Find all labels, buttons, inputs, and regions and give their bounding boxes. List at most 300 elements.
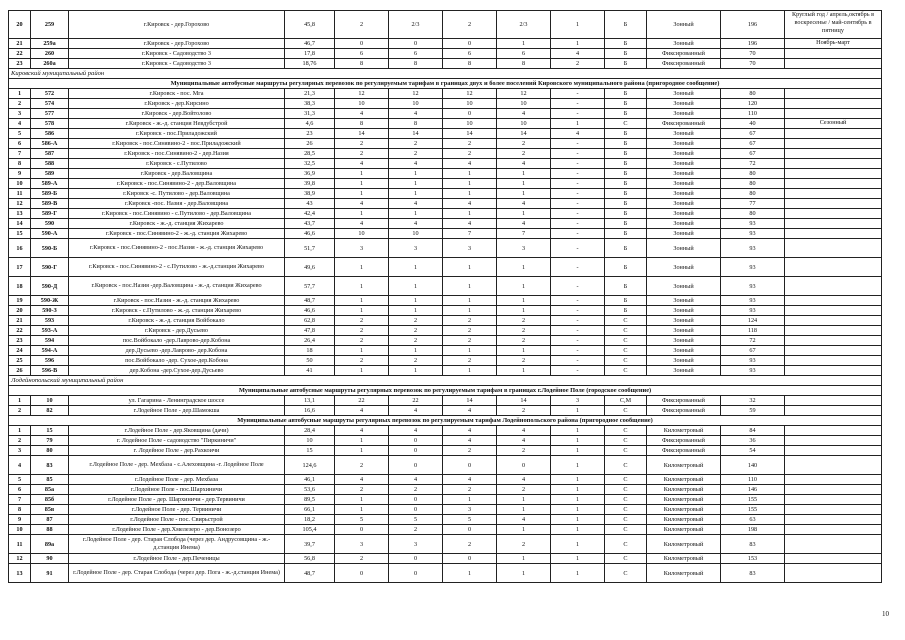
route-path: г.Кировск - пос.Назия - ж.-д. станция Жихарево: [69, 296, 285, 306]
trips-col-4: 8: [497, 59, 551, 69]
trips-col-1: 1: [335, 169, 389, 179]
fare: 118: [721, 326, 785, 336]
trips-col-3: 3: [443, 239, 497, 258]
fare: 146: [721, 485, 785, 495]
bus-class: Б: [605, 296, 647, 306]
trips-col-4: 4: [497, 199, 551, 209]
trips-col-2: 3: [389, 239, 443, 258]
trips-col-3: 1: [443, 169, 497, 179]
trips-col-2: 12: [389, 89, 443, 99]
table-row: [9, 49, 882, 59]
fare: 40: [721, 119, 785, 129]
trips-col-1: 22: [335, 396, 389, 406]
tariff-type: Фиксированный: [647, 59, 721, 69]
bus-class: Б: [605, 129, 647, 139]
table-row: [9, 515, 882, 525]
trips-col-1: 1: [335, 505, 389, 515]
document-sheet: [8, 10, 881, 583]
trips-col-4: 1: [497, 525, 551, 535]
trips-col-3: 4: [443, 406, 497, 416]
trips-col-4: 10: [497, 119, 551, 129]
tariff-type: Зонный: [647, 296, 721, 306]
trips-col-4: 2/3: [497, 11, 551, 39]
table-row: [9, 179, 882, 189]
trips-col-1: 2: [335, 139, 389, 149]
schedule-note: [785, 446, 882, 456]
trips-col-2: 2: [389, 356, 443, 366]
trips-col-4: 1: [497, 554, 551, 564]
subheader-lodeinopole-suburban-text: Муниципальные автобусные маршруты регулярных перевозок по регулируемым тарифам Лодейнопольского района (пригородное сообщение): [9, 416, 882, 426]
trips-col-2: 1: [389, 346, 443, 356]
row-number: 2: [9, 436, 31, 446]
route-path: г.Кировск - пос.Приладожский: [69, 129, 285, 139]
route-number: 578: [31, 119, 69, 129]
route-length: 47,8: [285, 326, 335, 336]
bus-class: Б: [605, 59, 647, 69]
trips-col-5: -: [551, 169, 605, 179]
trips-col-3: 1: [443, 366, 497, 376]
trips-col-4: 1: [497, 179, 551, 189]
trips-col-2: 1: [389, 169, 443, 179]
route-number: 596: [31, 356, 69, 366]
bus-class: С: [605, 446, 647, 456]
row-number: 7: [9, 149, 31, 159]
route-length: 17,8: [285, 49, 335, 59]
route-path: г.Кировск - пос.Синявино-2 - дер.Назия: [69, 149, 285, 159]
trips-col-1: 4: [335, 406, 389, 416]
trips-col-1: 5: [335, 515, 389, 525]
trips-col-2: 0: [389, 495, 443, 505]
tariff-type: Зонный: [647, 346, 721, 356]
trips-col-1: 4: [335, 109, 389, 119]
route-path: г.Лодейное Поле - дер. Тервиничи: [69, 505, 285, 515]
trips-col-1: 8: [335, 59, 389, 69]
trips-col-2: 4: [389, 159, 443, 169]
schedule-note: [785, 366, 882, 376]
route-number: 587: [31, 149, 69, 159]
schedule-note: [785, 189, 882, 199]
trips-col-3: 14: [443, 129, 497, 139]
table-row: [9, 139, 882, 149]
schedule-note: [785, 89, 882, 99]
bus-class: С: [605, 515, 647, 525]
row-number: 13: [9, 564, 31, 583]
trips-col-5: -: [551, 239, 605, 258]
trips-col-5: -: [551, 277, 605, 296]
trips-col-3: 1: [443, 277, 497, 296]
row-number: 2: [9, 99, 31, 109]
row-number: 9: [9, 169, 31, 179]
bus-class: С: [605, 326, 647, 336]
table-row: [9, 396, 882, 406]
route-path: г.Кировск - пос.Синявино-2 - дер.Валовщина: [69, 179, 285, 189]
route-path: г.Лодейное Поле - дер. Старая Слобода (через дер. Пога - ж.-д.станция Инема): [69, 564, 285, 583]
trips-col-3: 14: [443, 396, 497, 406]
trips-col-2: 1: [389, 209, 443, 219]
trips-col-3: 3: [443, 505, 497, 515]
route-length: 46,6: [285, 306, 335, 316]
tariff-type: Зонный: [647, 356, 721, 366]
trips-col-1: 1: [335, 306, 389, 316]
trips-col-3: 1: [443, 296, 497, 306]
trips-col-4: 2: [497, 149, 551, 159]
route-length: 15: [285, 446, 335, 456]
table-row: [9, 277, 882, 296]
route-length: 16,6: [285, 406, 335, 416]
trips-col-4: 1: [497, 564, 551, 583]
trips-col-5: -: [551, 109, 605, 119]
fare: 120: [721, 99, 785, 109]
route-length: 45,8: [285, 11, 335, 39]
tariff-type: Зонный: [647, 229, 721, 239]
bus-class: Б: [605, 209, 647, 219]
trips-col-3: 2: [443, 316, 497, 326]
route-number: 590-Б: [31, 239, 69, 258]
bus-class: С: [605, 119, 647, 129]
route-length: 13,1: [285, 396, 335, 406]
row-number: 1: [9, 426, 31, 436]
trips-col-2: 1: [389, 306, 443, 316]
table-row: [9, 296, 882, 306]
trips-col-4: 14: [497, 396, 551, 406]
route-path: г.Кировск - с.Путилово: [69, 159, 285, 169]
schedule-note: [785, 554, 882, 564]
row-number: 1: [9, 89, 31, 99]
trips-col-2: 14: [389, 129, 443, 139]
trips-col-1: 4: [335, 159, 389, 169]
route-length: 57,7: [285, 277, 335, 296]
fare: 93: [721, 356, 785, 366]
trips-col-1: 2: [335, 336, 389, 346]
row-number: 26: [9, 366, 31, 376]
bus-class: Б: [605, 189, 647, 199]
trips-col-4: 4: [497, 426, 551, 436]
trips-col-1: 2: [335, 356, 389, 366]
trips-col-4: 14: [497, 129, 551, 139]
trips-col-1: 1: [335, 209, 389, 219]
bus-class: С: [605, 366, 647, 376]
schedule-note: [785, 426, 882, 436]
bus-class: Б: [605, 179, 647, 189]
trips-col-5: -: [551, 258, 605, 277]
trips-col-5: -: [551, 179, 605, 189]
table-row: [9, 426, 882, 436]
route-length: 28,5: [285, 149, 335, 159]
fare: 70: [721, 59, 785, 69]
bus-class: С: [605, 505, 647, 515]
table-row: [9, 356, 882, 366]
trips-col-4: 2: [497, 316, 551, 326]
trips-col-5: 4: [551, 49, 605, 59]
fare: 54: [721, 446, 785, 456]
route-path: г.Кировск - дер.Кирсино: [69, 99, 285, 109]
schedule-note: [785, 59, 882, 69]
bus-class: С: [605, 316, 647, 326]
trips-col-3: 1: [443, 495, 497, 505]
table-row: [9, 129, 882, 139]
bus-class: Б: [605, 169, 647, 179]
route-number: 593: [31, 316, 69, 326]
row-number: 10: [9, 525, 31, 535]
route-number: 589-В: [31, 199, 69, 209]
fare: 67: [721, 346, 785, 356]
trips-col-1: 2: [335, 11, 389, 39]
trips-col-3: 0: [443, 456, 497, 475]
tariff-type: Фиксированный: [647, 446, 721, 456]
table-row: [9, 306, 882, 316]
schedule-note: [785, 149, 882, 159]
route-length: 50: [285, 356, 335, 366]
route-path: г.Кировск - дер.Горохово: [69, 39, 285, 49]
table-row: [9, 525, 882, 535]
route-path: г.Лодейное Поле - дер. Старая Слобода (через дер. Андрусовщина - ж.-д.станция Инема): [69, 535, 285, 554]
trips-col-1: 10: [335, 99, 389, 109]
tariff-type: Километровый: [647, 505, 721, 515]
route-path: г.Кировск -с. Путилово - дер.Валовщина: [69, 189, 285, 199]
tariff-type: Фиксированный: [647, 436, 721, 446]
route-path: г.Кировск - пос.Синявино-2 - с.Путилово - ж.-д.станция Жихарево: [69, 258, 285, 277]
route-number: 91: [31, 564, 69, 583]
route-number: 10: [31, 396, 69, 406]
route-length: 23: [285, 129, 335, 139]
trips-col-1: 3: [335, 239, 389, 258]
trips-col-2: 6: [389, 49, 443, 59]
row-number: 5: [9, 475, 31, 485]
route-path: г. Лодейное Поле - дер.Рахкоичи: [69, 446, 285, 456]
route-number: 85б: [31, 495, 69, 505]
trips-col-3: 0: [443, 39, 497, 49]
route-number: 90: [31, 554, 69, 564]
trips-col-4: 1: [497, 366, 551, 376]
route-number: 589-Г: [31, 209, 69, 219]
trips-col-4: 1: [497, 296, 551, 306]
routes-table: [8, 10, 882, 583]
trips-col-1: 2: [335, 554, 389, 564]
tariff-type: Зонный: [647, 139, 721, 149]
fare: 93: [721, 219, 785, 229]
schedule-note: [785, 159, 882, 169]
trips-col-2: 1: [389, 296, 443, 306]
schedule-note: [785, 109, 882, 119]
row-number: 16: [9, 239, 31, 258]
route-length: 39,7: [285, 535, 335, 554]
route-length: 89,5: [285, 495, 335, 505]
route-length: 10: [285, 436, 335, 446]
table-row: [9, 119, 882, 129]
trips-col-1: 1: [335, 296, 389, 306]
schedule-note: [785, 139, 882, 149]
route-length: 124,6: [285, 456, 335, 475]
schedule-note: [785, 296, 882, 306]
schedule-note: [785, 326, 882, 336]
bus-class: Б: [605, 109, 647, 119]
schedule-note: [785, 525, 882, 535]
trips-col-4: 0: [497, 456, 551, 475]
fare: 67: [721, 139, 785, 149]
route-number: 85: [31, 475, 69, 485]
fare: 196: [721, 11, 785, 39]
trips-col-2: 4: [389, 475, 443, 485]
row-number: 3: [9, 446, 31, 456]
route-path: г.Лодейное Поле - дер.Печеницы: [69, 554, 285, 564]
route-path: г.Лодейное Поле - дер.Яковщина (дачи): [69, 426, 285, 436]
trips-col-3: 2: [443, 356, 497, 366]
trips-col-2: 4: [389, 426, 443, 436]
trips-col-5: -: [551, 219, 605, 229]
row-number: 2: [9, 406, 31, 416]
route-length: 26,4: [285, 336, 335, 346]
trips-col-5: -: [551, 199, 605, 209]
route-number: 260а: [31, 59, 69, 69]
tariff-type: Зонный: [647, 239, 721, 258]
row-number: 11: [9, 535, 31, 554]
tariff-type: Зонный: [647, 199, 721, 209]
trips-col-1: 1: [335, 366, 389, 376]
trips-col-1: 0: [335, 525, 389, 535]
row-number: 6: [9, 485, 31, 495]
section-title-lodeinopole-text: Лодейнопольский муниципальный район: [9, 376, 882, 386]
trips-col-3: 4: [443, 159, 497, 169]
route-path: г.Лодейное Поле - дер.Шамокша: [69, 406, 285, 416]
route-number: 594: [31, 336, 69, 346]
tariff-type: Фиксированный: [647, 396, 721, 406]
trips-col-4: 7: [497, 229, 551, 239]
table-row: [9, 258, 882, 277]
trips-col-3: 2: [443, 336, 497, 346]
trips-col-4: 4: [497, 515, 551, 525]
trips-col-5: 1: [551, 495, 605, 505]
tariff-type: Зонный: [647, 89, 721, 99]
trips-col-5: -: [551, 346, 605, 356]
route-length: 32,5: [285, 159, 335, 169]
route-length: 4,6: [285, 119, 335, 129]
trips-col-4: 4: [497, 436, 551, 446]
trips-col-4: 1: [497, 169, 551, 179]
trips-col-3: 7: [443, 229, 497, 239]
trips-col-3: 6: [443, 49, 497, 59]
row-number: 17: [9, 258, 31, 277]
route-number: 586: [31, 129, 69, 139]
route-number: 85в: [31, 505, 69, 515]
route-number: 593-А: [31, 326, 69, 336]
table-row: [9, 59, 882, 69]
trips-col-5: -: [551, 326, 605, 336]
bus-class: С: [605, 456, 647, 475]
trips-col-2: 0: [389, 564, 443, 583]
trips-col-2: 10: [389, 229, 443, 239]
table-row: [9, 39, 882, 49]
trips-col-5: 1: [551, 436, 605, 446]
row-number: 23: [9, 59, 31, 69]
schedule-note: Ноябрь-март: [785, 39, 882, 49]
trips-col-5: 1: [551, 554, 605, 564]
route-path: г.Кировск - пос.Назия -дер.Валовщина - ж.-д. станция Жихарево: [69, 277, 285, 296]
trips-col-5: 1: [551, 456, 605, 475]
trips-col-2: 0: [389, 456, 443, 475]
trips-col-2: 2/3: [389, 11, 443, 39]
fare: 93: [721, 239, 785, 258]
trips-col-4: 4: [497, 159, 551, 169]
table-row: [9, 336, 882, 346]
bus-class: Б: [605, 229, 647, 239]
trips-col-2: 2: [389, 316, 443, 326]
trips-col-2: 8: [389, 119, 443, 129]
trips-col-5: -: [551, 89, 605, 99]
trips-col-2: 5: [389, 515, 443, 525]
bus-class: С,М: [605, 396, 647, 406]
route-path: г.Кировск - ж.-д. станция Жихарево: [69, 219, 285, 229]
trips-col-3: 4: [443, 426, 497, 436]
trips-col-4: 1: [497, 258, 551, 277]
tariff-type: Километровый: [647, 554, 721, 564]
fare: 196: [721, 39, 785, 49]
route-number: 85а: [31, 485, 69, 495]
trips-col-2: 1: [389, 366, 443, 376]
trips-col-5: 1: [551, 535, 605, 554]
trips-col-1: 10: [335, 229, 389, 239]
trips-col-2: 1: [389, 277, 443, 296]
fare: 93: [721, 277, 785, 296]
fare: 67: [721, 149, 785, 159]
trips-col-4: 6: [497, 49, 551, 59]
row-number: 18: [9, 277, 31, 296]
trips-col-1: 1: [335, 436, 389, 446]
schedule-note: [785, 49, 882, 59]
trips-col-5: 1: [551, 426, 605, 436]
trips-col-4: 1: [497, 277, 551, 296]
route-path: пос.Войбокало -дер.Лаврово-дер.Кобона: [69, 336, 285, 346]
table-row: [9, 456, 882, 475]
tariff-type: Зонный: [647, 209, 721, 219]
trips-col-5: -: [551, 306, 605, 316]
schedule-note: [785, 485, 882, 495]
trips-col-4: 4: [497, 109, 551, 119]
route-number: 589-Б: [31, 189, 69, 199]
route-length: 18,2: [285, 515, 335, 525]
route-path: дер.Дусьево -дер.Лаврово- дер.Кобона: [69, 346, 285, 356]
fare: 80: [721, 169, 785, 179]
trips-col-3: 2: [443, 535, 497, 554]
fare: 80: [721, 89, 785, 99]
fare: 59: [721, 406, 785, 416]
route-path: г.Кировск - дер.Дусьево: [69, 326, 285, 336]
fare: 77: [721, 199, 785, 209]
route-length: 48,7: [285, 296, 335, 306]
trips-col-3: 1: [443, 306, 497, 316]
tariff-type: Зонный: [647, 11, 721, 39]
bus-class: Б: [605, 306, 647, 316]
route-number: 589: [31, 169, 69, 179]
bus-class: Б: [605, 49, 647, 59]
schedule-note: [785, 179, 882, 189]
trips-col-5: -: [551, 229, 605, 239]
tariff-type: Зонный: [647, 129, 721, 139]
subheader-lodeinopole-city: [9, 386, 882, 396]
trips-col-1: 6: [335, 49, 389, 59]
trips-col-1: 1: [335, 495, 389, 505]
fare: 63: [721, 515, 785, 525]
bus-class: С: [605, 495, 647, 505]
table-row: [9, 219, 882, 229]
bus-class: Б: [605, 159, 647, 169]
route-length: 42,4: [285, 209, 335, 219]
trips-col-1: 2: [335, 326, 389, 336]
route-length: 21,3: [285, 89, 335, 99]
schedule-note: [785, 396, 882, 406]
trips-col-1: 4: [335, 199, 389, 209]
bus-class: Б: [605, 149, 647, 159]
route-length: 105,4: [285, 525, 335, 535]
